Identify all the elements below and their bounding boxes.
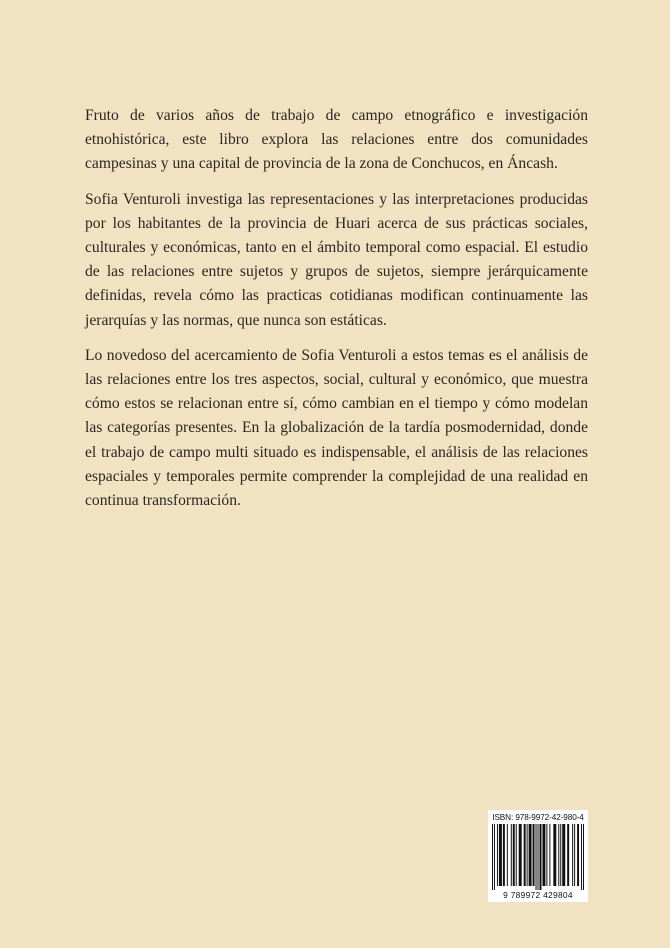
barcode-bar [562, 824, 565, 886]
barcode-bar [511, 824, 512, 886]
barcode-bar [499, 824, 502, 886]
isbn-label: ISBN: 978-9972-42-980-4 [492, 813, 584, 822]
barcode-bar [567, 824, 569, 886]
barcode-bar [524, 824, 526, 886]
barcode-bar [513, 824, 515, 886]
barcode-bar [539, 824, 541, 890]
synopsis-paragraph-3: Lo novedoso del acercamiento de Sofia Venturoli a estos temas es el análisis de las relaciones entre los tres aspectos, social, cultural y económico, que muestra cómo estos se relacionan entre sí, cómo cambian en el tiempo y cómo modelan las categorías presentes. En la globalización de la tardía posmodernidad, donde el trabajo de campo multi situado es indispensable, el análisis de las relaciones espaciales y temporales permite comprender la complejidad de una realidad en continua transformación. [85, 346, 588, 510]
barcode-bar [503, 824, 505, 886]
barcode-bar [527, 824, 528, 886]
barcode-bar [519, 824, 522, 886]
barcode-bar [577, 824, 579, 886]
barcode-bar [494, 824, 495, 890]
barcode-bar [549, 824, 550, 886]
barcode-bar [581, 824, 582, 890]
barcode-bar [542, 824, 545, 886]
isbn-barcode [488, 810, 588, 902]
barcode-bar [583, 824, 584, 890]
synopsis-paragraph-2: Sofia Venturoli investiga las representaciones y las interpretaciones producidas por los habitantes de la provincia de Huari acerca de sus prácticas sociales, culturales y económicas, tanto en el ámbito temporal como espacial. El estudio de las relaciones entre sujetos y grupos de sujetos, siempre jerárquicamente definidas, revela cómo las practicas cotidianas modifican continuamente las jerarquías y las normas, que nunca son estáticas. [85, 190, 588, 329]
barcode-bar [497, 824, 498, 886]
isbn-digits: 9 789972 429804 [503, 890, 573, 900]
barcode-bar [560, 824, 561, 886]
synopsis-paragraph-1: Fruto de varios años de trabajo de campo etnográfico e investigación etnohistórica, este libro explora las relaciones entre dos comunidades campesinas y una capital de provincia de la zona de Conchucos, en Áncash. [85, 107, 588, 173]
barcode-bar [492, 824, 493, 890]
synopsis-text [85, 104, 588, 524]
barcode-bar [553, 824, 556, 886]
barcode-bar [507, 824, 508, 886]
barcode-bar [533, 824, 535, 886]
barcode-bar [536, 824, 537, 890]
barcode-bar [516, 824, 517, 886]
barcode-bars [492, 824, 584, 890]
barcode-bar [529, 824, 532, 886]
barcode-bar [538, 824, 539, 890]
barcode-bar [574, 824, 575, 886]
barcode-bar [558, 824, 559, 886]
barcode-bar [546, 824, 547, 886]
barcode-bar [572, 824, 573, 886]
